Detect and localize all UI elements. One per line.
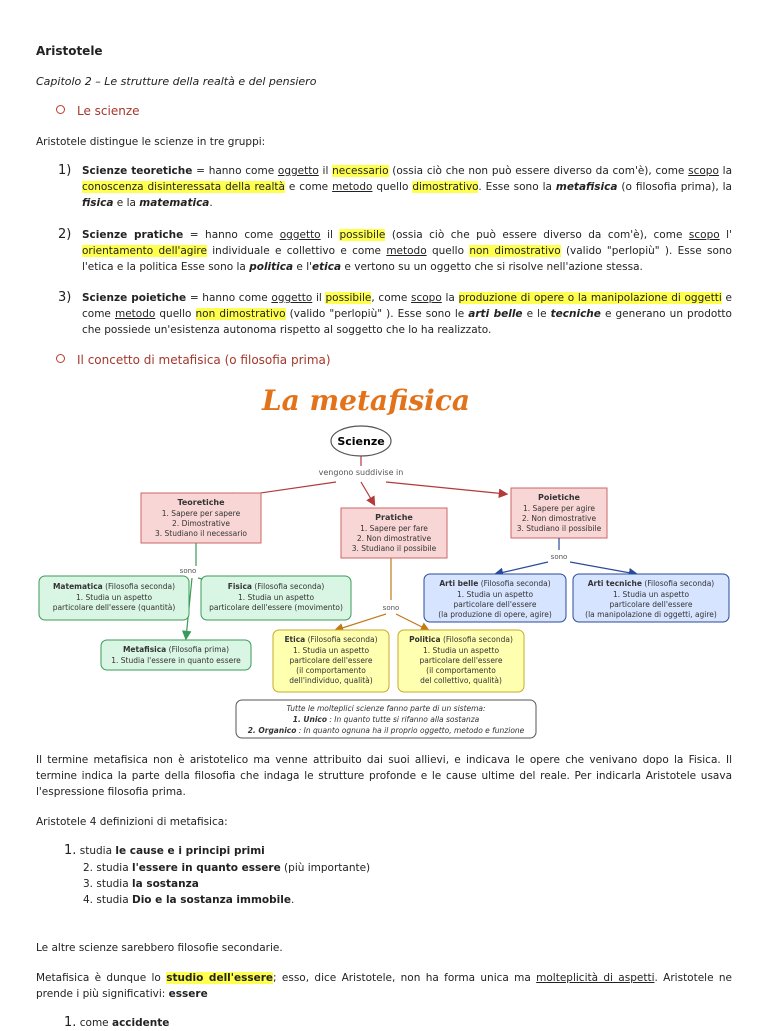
highlighted-term: dimostrativo [412,181,479,193]
poietiche-line: 1. Sapere per agire [522,504,596,513]
arti-belle-line: 1. Studia un aspetto [456,590,534,599]
metafisica-title: Metafisica [122,645,167,654]
definition-bold: la sostanza [131,878,199,890]
arti-tecniche-line: (la manipolazione di oggetti, agire) [585,610,717,619]
politica-title: Politica [409,635,441,644]
underlined-term: oggetto [279,229,321,241]
text-run: e la [113,197,140,209]
underlined-term: metodo [386,245,427,257]
politica-line: 1. Studia un aspetto [422,646,500,655]
highlighted-term: orientamento dell'agire [82,245,207,257]
text-run: quello [155,308,196,320]
svg-text:1. Unico : In quanto tutte si [293,715,480,724]
term-bold-italic: arti belle [468,308,523,320]
arti-belle-line: particolare dell'essere [453,600,537,609]
underlined-term: oggetto [271,292,313,304]
text-run: l' [719,229,732,241]
fisica-paren: (Filosofia seconda) [254,582,325,591]
text-run: . [209,197,213,209]
text-run: il [312,292,326,304]
matematica-line: particolare dell'essere (quantità) [52,603,176,612]
system-note-label: 2. Organico [247,726,297,735]
underlined-term: metodo [114,308,156,320]
arti-tecniche-line: 1. Studia un aspetto [612,590,690,599]
politica-line: (il comportamento [426,666,496,675]
svg-text:Arti belle (Filosofia seconda) [439,579,550,588]
circle-bullet-icon [56,105,65,114]
text-run: la [441,292,459,304]
definition-item: 4. studia Dio e la sostanza immobile. [83,894,295,906]
connector [570,562,636,574]
teoretiche-line: 2. Dimostrative [172,519,230,528]
underlined-term: scopo [411,292,442,304]
highlighted-term: studio dell'essere [166,972,274,984]
highlighted-term: non dimostrativo [469,245,561,257]
highlighted-term: possibile [325,292,372,304]
text-run: (valido "perlopiù" ). Esse sono le [285,308,469,320]
text-run: quello [372,181,413,193]
highlighted-term: produzione di opere o la manipolazione di oggetti [458,292,722,304]
highlighted-term: non dimostrativo [195,308,286,320]
etica-line: 1. Studia un aspetto [292,646,370,655]
text-run: e vertono su un oggetto che si risolve nell'azione stessa. [341,261,643,273]
text-run: (valido "perlopiù" ). Esse sono l'etica e la politica Esse sono la [82,245,732,273]
svg-text:Fisica (Filosofia seconda) [228,582,325,591]
text-run: il [320,229,340,241]
etica-line: (il comportamento [296,666,366,675]
svg-text:2. Organico : In quanto ognuna [248,726,525,735]
term-bold-italic: tecniche [550,308,601,320]
fisica-line: 1. Studia un aspetto [237,593,315,602]
text-run: e come [82,292,732,320]
text-run: = hanno come [183,229,280,241]
sono-label: sono [179,567,197,575]
definition-bold: Dio e la sostanza immobile [131,894,291,906]
system-note-text: : In quanto tutte si rifanno alla sostanza [327,715,480,724]
text-run: = hanno come [186,292,272,304]
politica-paren: (Filosofia seconda) [442,635,513,644]
svg-text:Matematica (Filosofia seconda) [53,582,175,591]
list-number: 2) [58,227,72,242]
definition-number: 2. [83,862,94,874]
sono-label: sono [550,553,568,561]
concept-map-title: La metafisica [261,384,471,417]
text-run: (ossia ciò che può essere diverso da com'è), come [385,229,689,241]
section-heading-scienze: Le scienze [56,104,140,118]
definitions-intro: Aristotele 4 definizioni di metafisica: [36,816,228,828]
highlighted-term: conoscenza disinteressata della realtà [82,181,285,193]
svg-text:Etica (Filosofia seconda) [284,635,377,644]
metafisica-paragraph: Il termine metafisica non è aristotelico ma venne attribuito dai suoi allievi, e indicava le opere che venivano dopo la Fisica. Il termine indica la parte della filosofia che indaga le strutture profonde e le cause ultime del reale. Per indicarla Aristotele usava l'espressione filosofia prima. [36,754,732,798]
studio-paragraph: Metafisica è dunque lo studio dell'essere; esso, dice Aristotele, non ha forma unica ma molteplicità di aspetti. Aristotele ne prende i più significativi: essere [36,972,733,1000]
root-node-label: Scienze [337,435,385,448]
metafisica-concept-map [36,378,736,740]
term-bold-italic: metafisica [555,181,618,193]
etica-line: dell'individuo, qualità) [289,676,373,685]
arti-tecniche-paren: (Filosofia seconda) [644,579,715,588]
sono-label: sono [382,604,400,612]
definition-bold: l'essere in quanto essere [131,862,281,874]
definition-item: 1. studia le cause e i principi primi [64,843,265,858]
teoretiche-line: 1. Sapere per sapere [161,509,241,518]
term-bold-italic: etica [312,261,342,273]
text-run: e le [522,308,551,320]
system-note-label: 1. Unico [292,715,328,724]
connector [361,482,374,504]
arti-belle-paren: (Filosofia seconda) [480,579,551,588]
text-run: quello [426,245,470,257]
system-note-line: Tutte le molteplici scienze fanno parte di un sistema: [286,704,486,713]
highlighted-term: possibile [339,229,386,241]
term-bold: Scienze teoretiche [82,165,193,177]
arti-belle-title: Arti belle [439,579,479,588]
fisica-line: particolare dell'essere (movimento) [209,603,343,612]
intro-paragraph: Aristotele distingue le scienze in tre gruppi: [36,136,266,148]
term-bold: Scienze pratiche [82,229,184,241]
definition-number: 4. [83,894,94,906]
definition-item: 3. studia la sostanza [83,878,199,890]
underlined-term: molteplicità di aspetti [536,972,655,984]
text-run: , come [371,292,412,304]
arti-belle-line: (la produzione di opere, agire) [438,610,552,619]
secondary-sciences-note: Le altre scienze sarebbero filosofie secondarie. [36,942,283,954]
list-item-text [82,227,732,275]
text-run: = hanno come [192,165,278,177]
text-run: e come [284,181,333,193]
arti-tecniche-line: particolare dell'essere [609,600,693,609]
connector [496,562,548,574]
definition-number: 1. [64,843,77,858]
definition-item: 2. studia l'essere in quanto essere (più importante) [83,862,371,874]
etica-title: Etica [284,635,306,644]
text-run: e generano un prodotto che possiede un'esistenza autonoma rispetto al soggetto che lo ha realizzato. [82,308,732,336]
teoretiche-title: Teoretiche [177,498,225,507]
section-heading-metafisica: Il concetto di metafisica (o filosofia prima) [56,353,331,367]
poietiche-line: 2. Non dimostrative [521,514,597,523]
aspect-item: 1. come accidente [64,1015,170,1030]
text-run: . Esse sono la [478,181,556,193]
aspect-number: 1. [64,1015,77,1030]
connector [396,614,428,630]
system-note-text: : In quanto ognuna ha il proprio oggetto, metodo e funzione [296,726,525,735]
circle-bullet-icon [56,354,65,363]
svg-text:Arti tecniche (Filosofia secon [588,579,715,588]
politica-line: del collettivo, qualità) [420,676,502,685]
metafisica-paren: (Filosofia prima) [168,645,230,654]
definition-bold: le cause e i principi primi [115,845,265,857]
term-bold: Scienze poietiche [82,292,187,304]
svg-text:Metafisica (Filosofia prima) [123,645,229,654]
term-bold-italic: matematica [139,197,210,209]
document-title: Aristotele [36,44,103,58]
underlined-term: scopo [688,229,720,241]
highlighted-term: necessario [332,165,389,177]
bold-term: essere [168,988,208,1000]
teoretiche-line: 3. Studiano il necessario [155,529,247,538]
term-bold-italic: politica [249,261,294,273]
metafisica-line: 1. Studia l'essere in quanto essere [111,656,241,665]
fisica-title: Fisica [227,582,252,591]
root-link-label: vengono suddivise in [318,468,404,477]
text-run: individuale e collettivo e come [206,245,387,257]
pratiche-title: Pratiche [375,513,413,522]
pratiche-line: 2. Non dimostrative [356,534,432,543]
term-bold-italic: fisica [82,197,114,209]
underlined-term: metodo [332,181,373,193]
etica-line: particolare dell'essere [289,656,373,665]
pratiche-line: 3. Studiano il possibile [351,544,437,553]
matematica-line: 1. Studia un aspetto [75,593,153,602]
list-item-text [82,163,732,211]
poietiche-title: Poietiche [538,493,580,502]
text-run: (o filosofia prima), la [617,181,732,193]
etica-paren: (Filosofia seconda) [307,635,378,644]
svg-text:Politica (Filosofia seconda) [409,635,513,644]
list-number: 3) [58,290,72,305]
politica-line: particolare dell'essere [419,656,503,665]
poietiche-line: 3. Studiano il possibile [516,524,602,533]
matematica-title: Matematica [52,582,103,591]
chapter-subtitle: Capitolo 2 – Le strutture della realtà e del pensiero [36,75,317,88]
text-run: il [318,165,333,177]
list-item-text [82,290,732,338]
list-number: 1) [58,163,72,178]
aspect-bold: accidente [111,1017,170,1029]
underlined-term: scopo [688,165,719,177]
text-run: la [718,165,733,177]
text-run: e l' [293,261,313,273]
text-run: (ossia ciò che non può essere diverso da com'è), come [388,165,689,177]
connector [386,482,506,494]
pratiche-line: 1. Sapere per fare [360,524,428,533]
matematica-paren: (Filosofia seconda) [105,582,176,591]
underlined-term: oggetto [277,165,319,177]
definition-number: 3. [83,878,94,890]
arti-tecniche-title: Arti tecniche [587,579,642,588]
